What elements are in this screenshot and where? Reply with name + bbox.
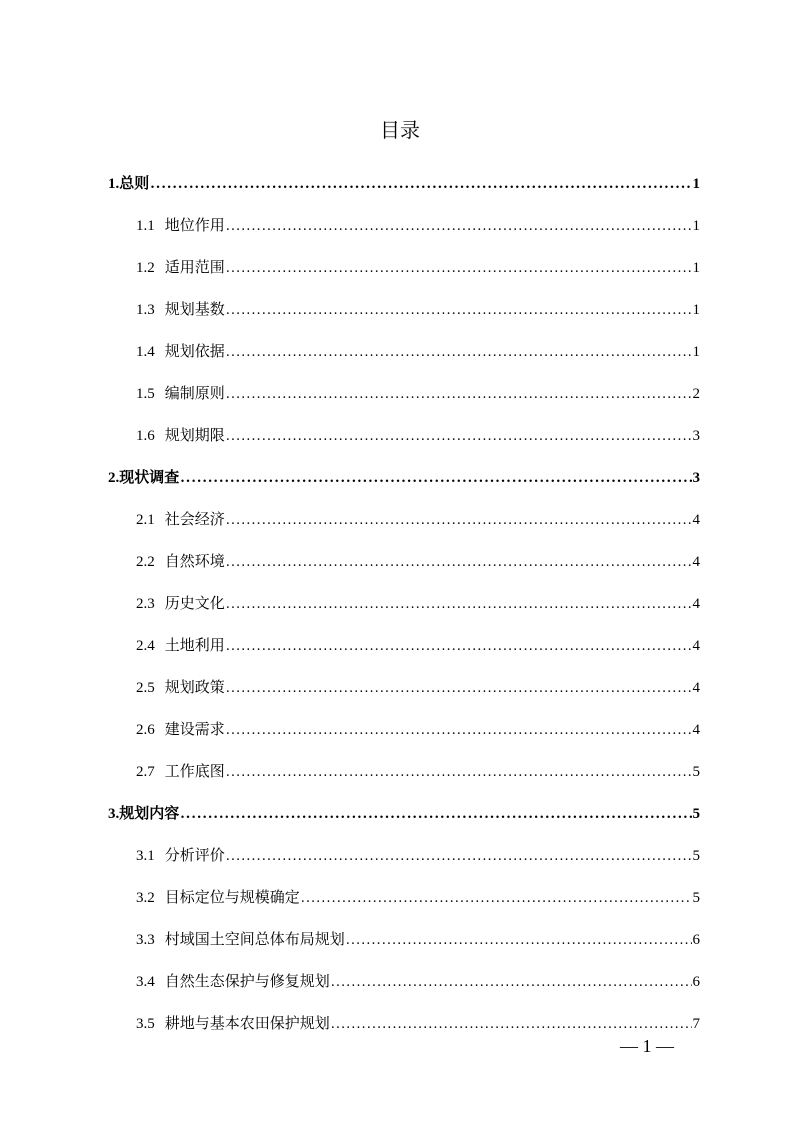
toc-section-entry[interactable] — [108, 294, 700, 336]
toc-section-entry[interactable] — [108, 378, 700, 420]
toc-entry-title: 社会经济 — [164, 510, 225, 528]
toc-entry-number: 3. — [108, 806, 120, 822]
dot-leader — [150, 170, 691, 200]
toc-entry-page-number: 6 — [692, 932, 700, 948]
toc-entry-number: 1.5 — [136, 386, 155, 402]
toc-entry-page-number: 6 — [692, 974, 700, 990]
toc-chapter-entry[interactable] — [108, 168, 700, 210]
toc-entry-title: 编制原则 — [164, 384, 225, 402]
dot-leader — [226, 590, 692, 620]
toc-entry-number: 2.4 — [136, 638, 155, 654]
dot-leader — [180, 464, 691, 494]
toc-entry-title: 规划政策 — [164, 678, 225, 696]
toc-entry-title: 建设需求 — [164, 720, 225, 738]
toc-entry-title: 规划期限 — [164, 426, 225, 444]
page-title: 目录 — [380, 118, 420, 142]
toc-section-entry[interactable] — [108, 756, 700, 798]
toc-entry-title: 规划内容 — [119, 804, 180, 822]
toc-entry-number: 3.2 — [136, 890, 155, 906]
toc-entry-number: 1.4 — [136, 344, 155, 360]
toc-section-entry[interactable] — [108, 1008, 700, 1050]
toc-entry-title: 规划依据 — [164, 342, 225, 360]
toc-entry-title: 自然环境 — [164, 552, 225, 570]
toc-entry-page-number: 4 — [692, 512, 700, 528]
toc-entry-number: 2.5 — [136, 680, 155, 696]
toc-entry-page-number: 1 — [692, 344, 700, 360]
toc-section-entry[interactable] — [108, 336, 700, 378]
toc-section-entry[interactable] — [108, 546, 700, 588]
toc-section-entry[interactable] — [108, 630, 700, 672]
toc-entry-number: 2.6 — [136, 722, 155, 738]
toc-section-entry[interactable] — [108, 210, 700, 252]
toc-entry-title: 自然生态保护与修复规划 — [164, 972, 330, 990]
toc-entry-number: 2. — [108, 470, 120, 486]
dot-leader — [301, 884, 692, 914]
dot-leader — [226, 548, 692, 578]
toc-entry-title: 地位作用 — [164, 216, 225, 234]
dot-leader — [226, 674, 692, 704]
toc-entry-page-number: 1 — [692, 218, 700, 234]
dot-leader — [226, 254, 692, 284]
toc-entry-title: 分析评价 — [164, 846, 225, 864]
dot-leader — [226, 380, 692, 410]
toc-entry-page-number: 4 — [692, 638, 700, 654]
dot-leader — [180, 800, 691, 830]
toc-entry-page-number: 5 — [692, 764, 700, 780]
toc-entry-page-number: 4 — [692, 680, 700, 696]
dot-leader — [226, 758, 692, 788]
dot-leader — [226, 842, 692, 872]
toc-entry-page-number: 7 — [692, 1016, 700, 1032]
toc-entry-number: 3.5 — [136, 1016, 155, 1032]
toc-section-entry[interactable] — [108, 882, 700, 924]
toc-entry-title: 目标定位与规模确定 — [164, 888, 300, 906]
toc-entry-title: 村域国土空间总体布局规划 — [164, 930, 345, 948]
toc-entry-title: 现状调查 — [119, 468, 180, 486]
page-number-footer: — 1 — — [620, 1036, 674, 1056]
toc-entry-title: 适用范围 — [164, 258, 225, 276]
toc-chapter-entry[interactable] — [108, 798, 700, 840]
toc-section-entry[interactable] — [108, 504, 700, 546]
toc-section-entry[interactable] — [108, 840, 700, 882]
toc-entry-page-number: 1 — [692, 260, 700, 276]
dot-leader — [226, 422, 692, 452]
toc-section-entry[interactable] — [108, 252, 700, 294]
dot-leader — [226, 716, 692, 746]
toc-entry-page-number: 4 — [692, 554, 700, 570]
toc-entry-title: 耕地与基本农田保护规划 — [164, 1014, 330, 1032]
toc-entry-page-number: 1 — [692, 302, 700, 318]
toc-section-entry[interactable] — [108, 966, 700, 1008]
toc-entry-page-number: 3 — [692, 470, 700, 486]
toc-entry-page-number: 5 — [692, 890, 700, 906]
dot-leader — [331, 968, 692, 998]
toc-entry-number: 3.4 — [136, 974, 155, 990]
toc-entry-page-number: 4 — [692, 596, 700, 612]
toc-entry-number: 1.3 — [136, 302, 155, 318]
dot-leader — [226, 506, 692, 536]
dot-leader — [226, 632, 692, 662]
toc-entry-number: 1.2 — [136, 260, 155, 276]
toc-section-entry[interactable] — [108, 924, 700, 966]
toc-entry-number: 1. — [108, 176, 120, 192]
toc-section-entry[interactable] — [108, 588, 700, 630]
toc-entry-page-number: 3 — [692, 428, 700, 444]
toc-section-entry[interactable] — [108, 714, 700, 756]
toc-entry-number: 1.1 — [136, 218, 155, 234]
table-of-contents — [108, 168, 700, 1050]
toc-entry-title: 总则 — [119, 174, 150, 192]
toc-entry-number: 3.3 — [136, 932, 155, 948]
toc-entry-title: 历史文化 — [164, 594, 225, 612]
toc-entry-page-number: 5 — [692, 848, 700, 864]
toc-chapter-entry[interactable] — [108, 462, 700, 504]
toc-entry-number: 2.2 — [136, 554, 155, 570]
toc-entry-page-number: 4 — [692, 722, 700, 738]
toc-entry-page-number: 1 — [692, 176, 700, 192]
dot-leader — [346, 926, 692, 956]
toc-section-entry[interactable] — [108, 420, 700, 462]
toc-entry-page-number: 2 — [692, 386, 700, 402]
dot-leader — [226, 296, 692, 326]
toc-entry-number: 3.1 — [136, 848, 155, 864]
dot-leader — [226, 338, 692, 368]
toc-entry-number: 2.1 — [136, 512, 155, 528]
toc-entry-title: 工作底图 — [164, 762, 225, 780]
toc-entry-number: 2.7 — [136, 764, 155, 780]
toc-entry-title: 土地利用 — [164, 636, 225, 654]
toc-entry-title: 规划基数 — [164, 300, 225, 318]
dot-leader — [226, 212, 692, 242]
toc-section-entry[interactable] — [108, 672, 700, 714]
toc-entry-page-number: 5 — [692, 806, 700, 822]
toc-entry-number: 2.3 — [136, 596, 155, 612]
toc-entry-number: 1.6 — [136, 428, 155, 444]
